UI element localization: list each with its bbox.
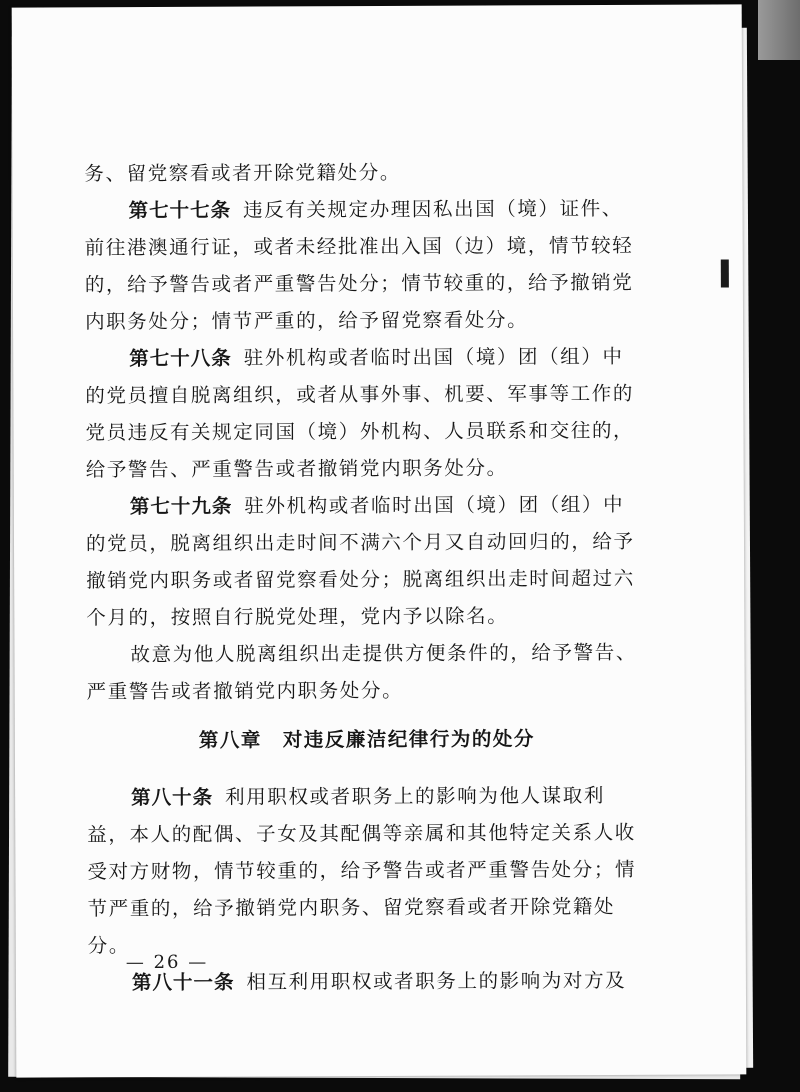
- article-78-label: 第七十八条: [129, 346, 232, 371]
- article-80-label: 第八十条: [131, 785, 214, 810]
- text-line: 的党员，脱离组织出走时间不满六个月又自动回归的，给予: [85, 529, 635, 556]
- article-79-label: 第七十九条: [129, 494, 233, 519]
- text-line: 党员违反有关规定同国（境）外机构、人员联系和交往的，: [85, 418, 635, 445]
- article-77-label: 第七十七条: [128, 198, 232, 223]
- article-78-first-line: [85, 338, 645, 377]
- text-line: 个月的，按照自行脱党处理，党内予以除名。: [86, 604, 509, 630]
- text-run: 违反有关规定办理因私出国（境）证件、: [243, 196, 623, 222]
- text-line: 务、留党察看或者开除党籍处分。: [84, 160, 401, 186]
- text-line: 撤销党内职务或者留党察看处分；脱离组织出走时间超过六: [86, 566, 635, 593]
- chapter-heading: 第八章 对违反廉洁纪律行为的处分: [198, 727, 535, 752]
- text-line: 严重警告或者撤销党内职务处分。: [86, 678, 404, 704]
- text-line: 前往港澳通行证，或者未经批准出入国（边）境，情节较轻: [84, 233, 634, 260]
- page-number: — 26 —: [125, 951, 209, 974]
- text-line: 节严重的，给予撤销党内职务、留党察看或者开除党籍处: [87, 894, 616, 921]
- text-run: 驻外机构或者临时出国（境）团（组）中: [243, 344, 624, 370]
- text-line: 益，本人的配偶、子女及其配偶等亲属和其他特定关系人收: [87, 820, 636, 847]
- article-80-first-line: [87, 777, 647, 816]
- document-page: [12, 4, 747, 1077]
- text-line: 给予警告、严重警告或者撤销党内职务处分。: [85, 456, 508, 482]
- text-run: 利用职权或者职务上的影响为他人谋取利: [225, 784, 605, 809]
- text-line: 受对方财物，情节较重的，给予警告或者严重警告处分；情: [87, 857, 637, 884]
- text-line: 分。: [87, 934, 131, 958]
- text-line: 内职务处分；情节严重的，给予留党察看处分。: [84, 308, 529, 334]
- page-body: [84, 153, 648, 1001]
- text-run: 驻外机构或者临时出国（境）团（组）中: [244, 492, 625, 518]
- text-line: 的，给予警告或者严重警告处分；情节较重的，给予撤销党: [84, 270, 634, 297]
- text-line: 的党员擅自脱离组织，或者从事外事、机要、军事等工作的: [85, 381, 635, 408]
- paragraph-first-line: 故意为他人脱离组织出走提供方便条件的，给予警告、: [130, 640, 637, 667]
- text-run: 相互利用职权或者职务上的影响为对方及: [246, 968, 627, 994]
- background-edge: [758, 0, 800, 60]
- binding-mark: [721, 259, 729, 287]
- article-81-label: 第八十一条: [131, 970, 235, 995]
- article-77-first-line: [84, 190, 644, 229]
- article-79-first-line: [86, 486, 646, 525]
